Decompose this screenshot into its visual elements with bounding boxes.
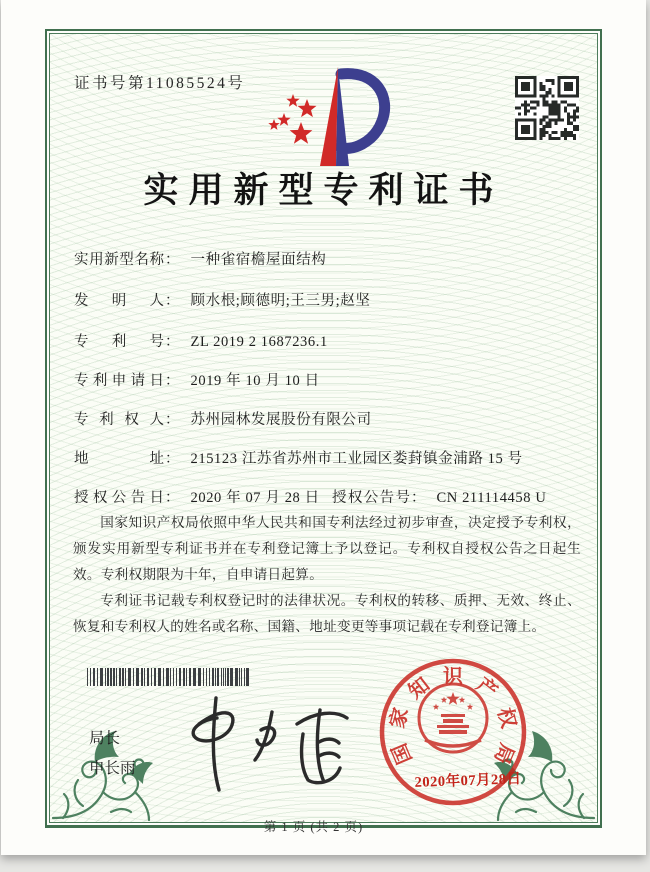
field-label: 授权公告号 (332, 490, 410, 506)
field-colon: ： (165, 334, 180, 350)
field-colon: ： (165, 412, 180, 428)
field-row-patent-number (74, 330, 594, 351)
seal-date: 2020年07月28日 (414, 771, 522, 791)
svg-text:产: 产 (471, 673, 502, 704)
qr-code (515, 76, 579, 140)
certificate-number: 证书号第11085524号 (74, 75, 246, 92)
field-value: 顾水根;顾德明;王三男;赵坚 (190, 293, 371, 309)
field-colon: ： (411, 490, 426, 506)
field-value: 一种雀宿檐屋面结构 (190, 252, 327, 268)
field-row-patentee (74, 408, 594, 429)
page-number: 第 1 页 (共 2 页) (263, 820, 364, 834)
field-row-address (74, 447, 594, 468)
field-colon: ： (165, 490, 180, 506)
svg-text:国: 国 (388, 739, 417, 768)
barcode (85, 668, 255, 686)
field-row-inventors (74, 289, 594, 310)
field-row-utility-name (74, 248, 594, 269)
svg-text:知: 知 (404, 673, 435, 704)
field-value: CN 211114458 U (436, 490, 547, 506)
field-value: 2019 年 10 月 10 日 (190, 373, 320, 389)
field-pair-grant-number (332, 486, 546, 507)
signer-block (89, 724, 136, 784)
field-value: 苏州园林发展股份有限公司 (190, 412, 372, 428)
field-row-filing-date (74, 369, 594, 390)
handwritten-signature-icon (169, 690, 374, 798)
svg-text:识: 识 (443, 666, 463, 688)
seal-national-emblem-icon (419, 684, 487, 752)
svg-text:权: 权 (493, 705, 520, 731)
field-colon: ： (165, 451, 180, 467)
certificate-sheet (1, 0, 646, 855)
field-value: 2020 年 07 月 28 日 (190, 490, 320, 506)
svg-text:家: 家 (386, 705, 413, 731)
legal-paragraph-2: 专利证书记载专利权登记时的法律状况。专利权的转移、质押、无效、终止、恢复和专利权人的姓名或名称、国籍、地址变更等事项记载在专利登记簿上。 (73, 593, 581, 635)
field-label: 发明人 (74, 293, 164, 309)
certificate-title: 实用新型专利证书 (143, 171, 504, 210)
field-value: 215123 江苏省苏州市工业园区娄葑镇金浦路 15 号 (190, 451, 523, 467)
field-colon: ： (165, 373, 180, 389)
signer-name: 申长雨 (89, 760, 136, 777)
field-label: 专利申请日 (74, 373, 164, 389)
cnipa-logo-icon (263, 64, 413, 172)
field-row-grant (74, 486, 594, 507)
signer-title: 局长 (89, 730, 121, 747)
legal-paragraph-1: 国家知识产权局依照中华人民共和国专利法经过初步审查，决定授予专利权，颁发实用新型专利证书并在专利登记簿上予以登记。专利权自授权公告之日起生效。专利权期限为十年，自申请日起算。 (73, 515, 581, 583)
field-colon: ： (165, 252, 180, 268)
field-label: 专利号 (74, 334, 164, 350)
field-value: ZL 2019 2 1687236.1 (190, 334, 328, 350)
field-label: 专利权人 (74, 412, 164, 428)
field-label: 授权公告日 (74, 490, 164, 506)
field-colon: ： (165, 293, 180, 309)
svg-text:局: 局 (489, 739, 518, 768)
field-label: 地址 (74, 451, 164, 467)
field-label: 实用新型名称 (74, 252, 164, 268)
legal-text-block (73, 510, 581, 640)
